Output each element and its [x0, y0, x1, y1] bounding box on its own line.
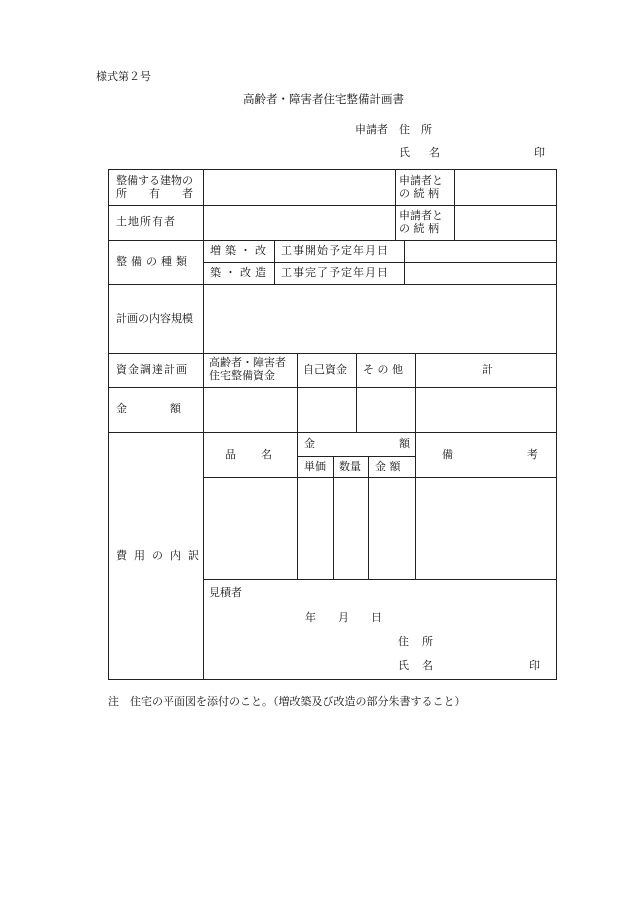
work-type-option-2: 築・改造: [210, 266, 270, 279]
col-divider: [333, 456, 334, 579]
amount-group-label-right: 額: [399, 437, 410, 450]
form-title: 高齢者・障害者住宅整備計画書: [243, 92, 404, 106]
row-divider: [109, 387, 557, 388]
amount-label: 金 額: [116, 402, 188, 415]
estimate-date-label: 年 月 日: [305, 611, 382, 624]
col-divider: [203, 170, 204, 680]
quantity-label: 数量: [339, 460, 361, 473]
estimator-address-label: 住 所: [398, 635, 434, 648]
building-owner-label-line2: 所 有 者: [116, 187, 193, 200]
estimator-seal-label: 印: [529, 659, 540, 672]
col-divider: [404, 240, 405, 284]
funding-col-other: そ の 他: [363, 363, 403, 376]
funding-col-subsidy-line2: 住宅整備資金: [209, 369, 275, 382]
land-owner-label: 土地所有者: [116, 215, 176, 228]
col-divider: [368, 456, 369, 579]
unit-price-label: 単価: [304, 460, 326, 473]
row-divider: [297, 456, 415, 457]
col-divider: [356, 353, 357, 432]
item-name-label: 品 名: [225, 448, 279, 461]
application-table: [108, 169, 557, 680]
relation-label-line2: の 続 柄: [399, 187, 439, 200]
building-owner-label-line1: 整備する建物の: [116, 174, 193, 187]
applicant-seal-label: 印: [534, 146, 545, 159]
funding-col-subsidy-line1: 高齢者・障害者: [209, 356, 286, 369]
funding-col-total: 計: [482, 363, 493, 376]
relation-label-line1: 申請者と: [399, 174, 443, 187]
row-divider: [109, 432, 557, 433]
footnote: 注 住宅の平面図を添付のこと。（増改築及び改造の部分朱書すること）: [108, 695, 466, 708]
col-divider: [454, 170, 455, 240]
work-type-label: 整備の種類: [116, 255, 191, 268]
estimator-label: 見積者: [209, 586, 242, 599]
relation-label-line2: の 続 柄: [399, 222, 439, 235]
col-divider: [274, 240, 275, 284]
estimator-name-label: 氏 名: [398, 659, 434, 672]
funding-plan-label: 資金調達計画: [116, 363, 188, 376]
funding-col-self: 自己資金: [303, 363, 347, 376]
row-divider: [109, 205, 557, 206]
row-divider: [203, 579, 557, 580]
row-divider: [203, 262, 557, 263]
applicant-name-label: 氏 名: [399, 146, 444, 159]
col-divider: [297, 353, 298, 579]
applicant-address-label: 申請者 住 所: [355, 123, 432, 136]
row-divider: [109, 284, 557, 285]
form-number: 様式第２号: [96, 70, 151, 83]
relation-label-line1: 申請者と: [399, 209, 443, 222]
remarks-label-left: 備: [442, 448, 453, 461]
row-divider: [203, 477, 557, 478]
col-divider: [395, 170, 396, 240]
row-divider: [109, 240, 557, 241]
sub-amount-label: 金 額: [375, 460, 401, 473]
remarks-label-right: 考: [527, 448, 538, 461]
start-date-label: 工事開始予定年月日: [281, 244, 389, 257]
col-divider: [415, 353, 416, 579]
cost-breakdown-label: 費用の内訳: [116, 549, 206, 562]
end-date-label: 工事完了予定年月日: [281, 266, 389, 279]
amount-group-label-left: 金: [304, 437, 315, 450]
work-type-option-1: 増築・改: [210, 244, 270, 257]
row-divider: [109, 353, 557, 354]
plan-content-label: 計画の内容規模: [116, 312, 193, 325]
